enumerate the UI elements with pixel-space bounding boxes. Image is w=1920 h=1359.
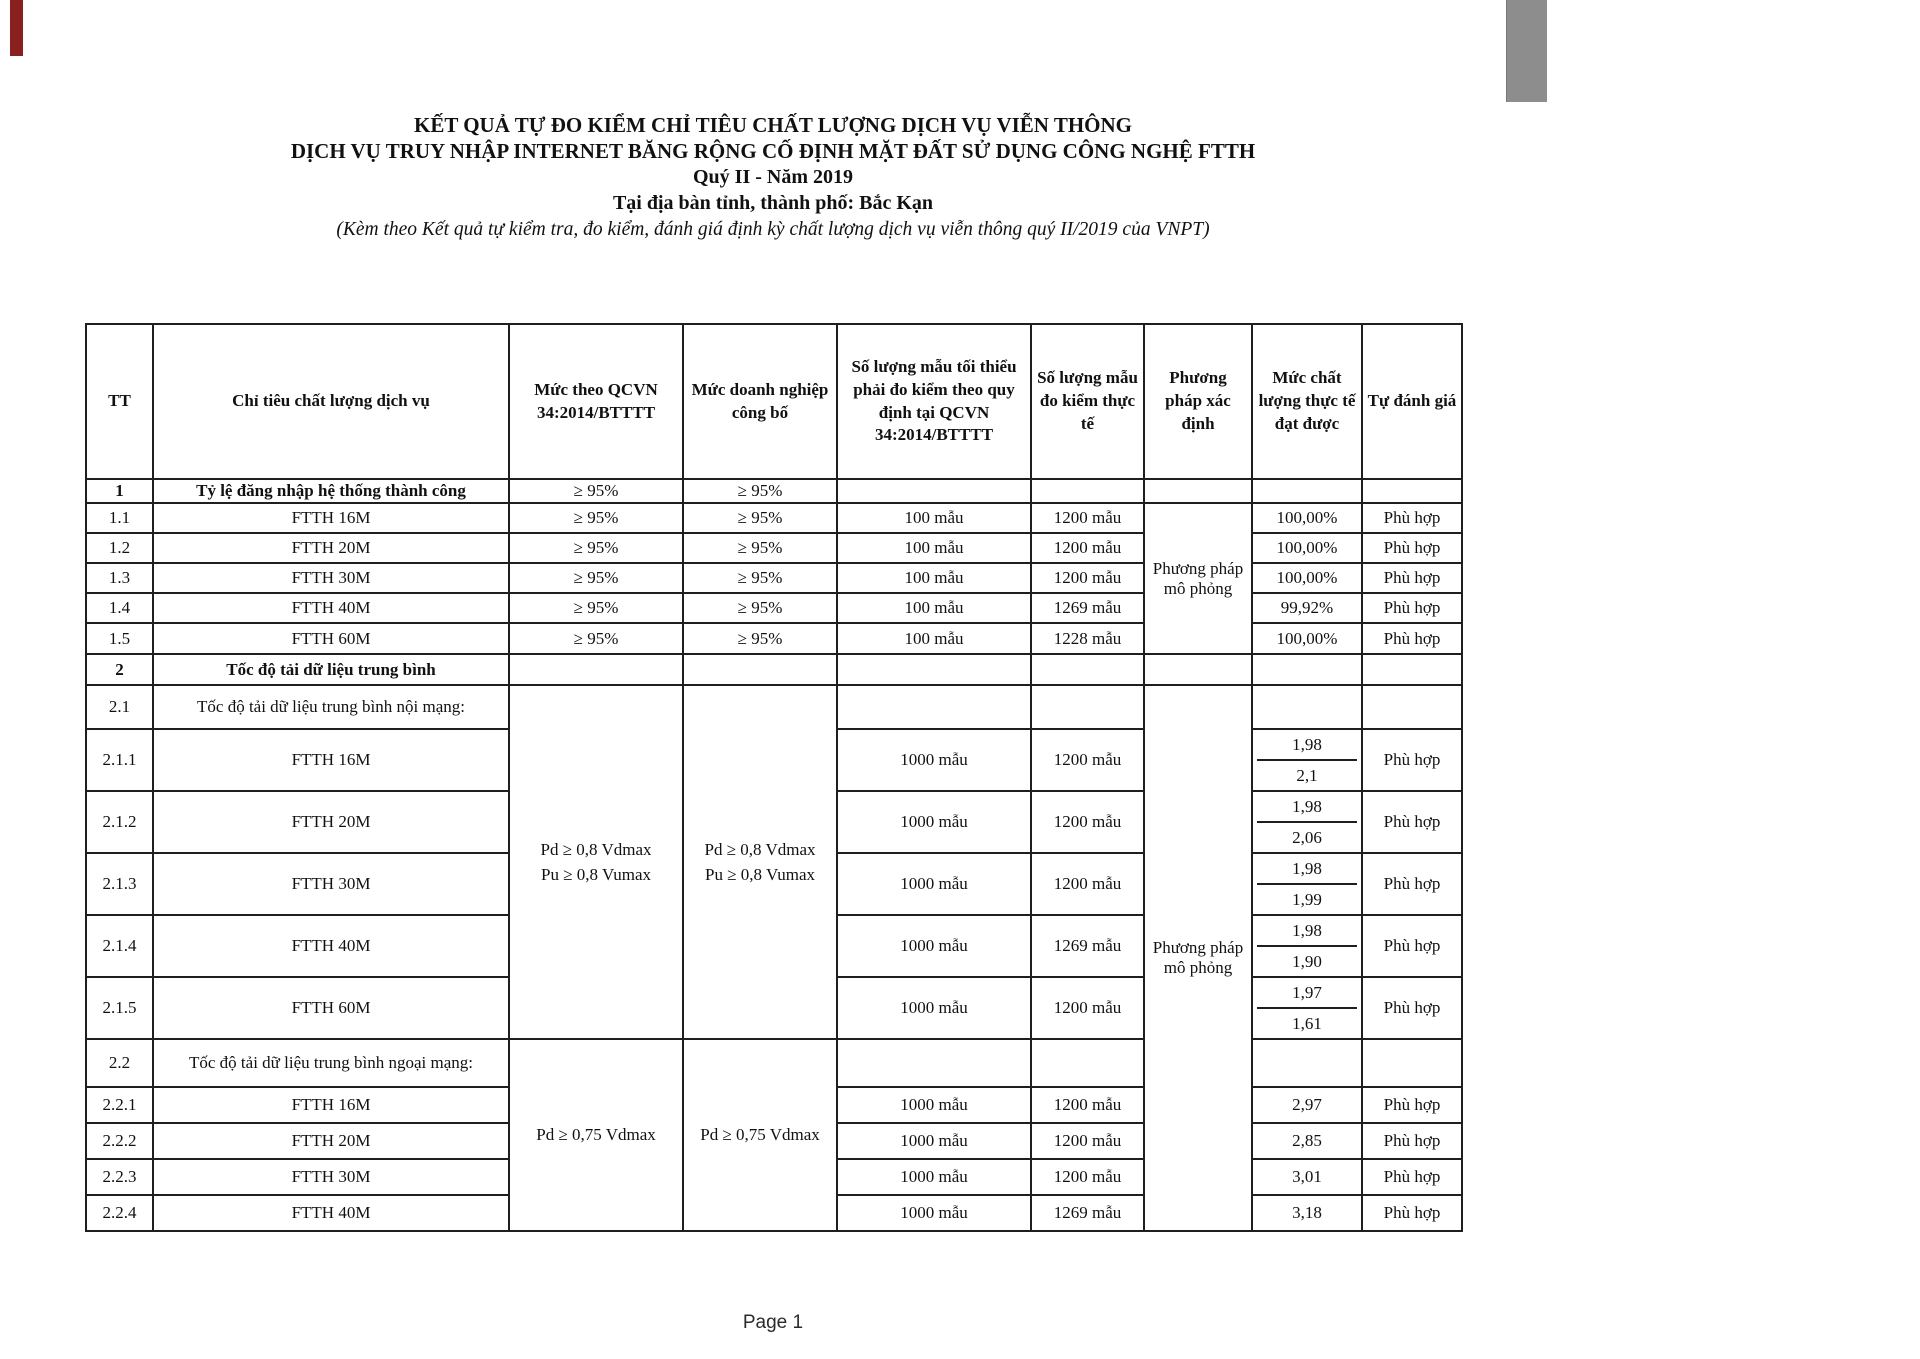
cell-assess: Phù hợp — [1362, 593, 1462, 623]
col-header-assess: Tự đánh giá — [1362, 324, 1462, 479]
cell-sample-min: 100 mẫu — [837, 593, 1031, 623]
cell-sample-min: 1000 mẫu — [837, 1087, 1031, 1123]
cell-quality: 2,85 — [1252, 1123, 1362, 1159]
cell-method — [1144, 654, 1252, 685]
cell-tt: 1.5 — [86, 623, 153, 654]
quality-upload-value: 2,06 — [1292, 827, 1322, 847]
col-header-dn: Mức doanh nghiệp công bố — [683, 324, 837, 479]
cell-tt: 2 — [86, 654, 153, 685]
cell-sample-actual: 1269 mẫu — [1031, 593, 1144, 623]
cell-dn: ≥ 95% — [683, 593, 837, 623]
cell-tt: 2.2.2 — [86, 1123, 153, 1159]
cell-sample-min: 1000 mẫu — [837, 791, 1031, 853]
quality-upload-value: 1,90 — [1292, 951, 1322, 971]
quality-upload-value: 1,99 — [1292, 889, 1322, 909]
cell-indicator: FTTH 16M — [153, 1087, 509, 1123]
quality-download-value: 1,98 — [1257, 916, 1357, 947]
cell-sample-min: 1000 mẫu — [837, 853, 1031, 915]
cell-sample-actual: 1200 mẫu — [1031, 729, 1144, 791]
cell-quality — [1252, 1039, 1362, 1087]
cell-sample-min: 1000 mẫu — [837, 915, 1031, 977]
table-row-1-4 — [86, 593, 1462, 623]
cell-tt: 2.2 — [86, 1039, 153, 1087]
scan-edge-red-bar — [10, 0, 23, 56]
cell-sample-actual: 1200 mẫu — [1031, 503, 1144, 533]
quality-upload-value: 2,1 — [1296, 765, 1318, 785]
cell-sample-actual: 1200 mẫu — [1031, 1123, 1144, 1159]
cell-sample-min: 100 mẫu — [837, 623, 1031, 654]
table-row-section-2-2 — [86, 1039, 1462, 1087]
cell-quality-split — [1252, 729, 1362, 791]
cell-qcvn-merged-2-1 — [509, 685, 683, 1039]
cell-indicator: Tốc độ tải dữ liệu trung bình nội mạng: — [153, 685, 509, 729]
cell-tt: 2.2.1 — [86, 1087, 153, 1123]
cell-quality: 100,00% — [1252, 533, 1362, 563]
cell-assess: Phù hợp — [1362, 729, 1462, 791]
cell-indicator: FTTH 20M — [153, 1123, 509, 1159]
cell-sample-actual: 1200 mẫu — [1031, 533, 1144, 563]
cell-quality — [1252, 685, 1362, 729]
cell-indicator: FTTH 40M — [153, 593, 509, 623]
document-page — [85, 112, 1461, 1232]
col-header-quality: Mức chất lượng thực tế đạt được — [1252, 324, 1362, 479]
cell-sample-actual: 1200 mẫu — [1031, 791, 1144, 853]
cell-tt: 2.2.4 — [86, 1195, 153, 1231]
cell-quality — [1252, 654, 1362, 685]
cell-qcvn: ≥ 95% — [509, 563, 683, 593]
col-header-sample-min: Số lượng mẫu tối thiểu phải đo kiểm theo quy định tại QCVN 34:2014/BTTTT — [837, 324, 1031, 479]
cell-indicator: FTTH 60M — [153, 977, 509, 1039]
cell-sample-min: 100 mẫu — [837, 533, 1031, 563]
cell-sample-min — [837, 654, 1031, 685]
cell-sample-min — [837, 685, 1031, 729]
cell-quality-split — [1252, 977, 1362, 1039]
cell-indicator: FTTH 16M — [153, 729, 509, 791]
cell-sample-min: 1000 mẫu — [837, 977, 1031, 1039]
cell-assess: Phù hợp — [1362, 1123, 1462, 1159]
cell-assess — [1362, 654, 1462, 685]
cell-tt: 2.1.5 — [86, 977, 153, 1039]
cell-sample-actual — [1031, 654, 1144, 685]
cell-quality: 3,01 — [1252, 1159, 1362, 1195]
cell-tt: 1.4 — [86, 593, 153, 623]
cell-indicator: Tốc độ tải dữ liệu trung bình ngoại mạng: — [153, 1039, 509, 1087]
quality-download-value: 1,98 — [1257, 792, 1357, 823]
table-row-1-1 — [86, 503, 1462, 533]
cell-qcvn: ≥ 95% — [509, 533, 683, 563]
cell-tt: 2.1.2 — [86, 791, 153, 853]
cell-tt: 2.1 — [86, 685, 153, 729]
cell-tt: 2.1.1 — [86, 729, 153, 791]
cell-indicator: FTTH 30M — [153, 1159, 509, 1195]
cell-assess: Phù hợp — [1362, 977, 1462, 1039]
cell-qcvn-merged-2-2: Pd ≥ 0,75 Vdmax — [509, 1039, 683, 1231]
cell-qcvn — [509, 654, 683, 685]
document-quarter: Quý II - Năm 2019 — [692, 166, 853, 188]
cell-assess — [1362, 685, 1462, 729]
cell-indicator: FTTH 20M — [153, 533, 509, 563]
cell-assess: Phù hợp — [1362, 791, 1462, 853]
quality-download-value: 1,97 — [1257, 978, 1357, 1009]
cell-dn: ≥ 95% — [683, 479, 837, 503]
cell-indicator: FTTH 40M — [153, 915, 509, 977]
scrollbar-thumb[interactable] — [1506, 0, 1547, 102]
cell-dn: ≥ 95% — [683, 563, 837, 593]
cell-dn-merged-2-1 — [683, 685, 837, 1039]
cell-assess — [1362, 1039, 1462, 1087]
cell-sample-min: 1000 mẫu — [837, 1159, 1031, 1195]
cell-sample-actual: 1200 mẫu — [1031, 1159, 1144, 1195]
cell-sample-actual: 1269 mẫu — [1031, 1195, 1144, 1231]
cell-sample-min: 1000 mẫu — [837, 729, 1031, 791]
cell-assess: Phù hợp — [1362, 503, 1462, 533]
qcvn-upload-threshold: Pu ≥ 0,8 Vumax — [540, 865, 651, 884]
cell-indicator: FTTH 20M — [153, 791, 509, 853]
cell-quality — [1252, 479, 1362, 503]
cell-indicator: Tỷ lệ đăng nhập hệ thống thành công — [153, 479, 509, 503]
col-header-qcvn: Mức theo QCVN 34:2014/BTTTT — [509, 324, 683, 479]
dn-upload-threshold: Pu ≥ 0,8 Vumax — [704, 865, 815, 884]
cell-tt: 1.3 — [86, 563, 153, 593]
cell-sample-actual — [1031, 1039, 1144, 1087]
cell-tt: 1.1 — [86, 503, 153, 533]
cell-sample-actual — [1031, 685, 1144, 729]
cell-dn: ≥ 95% — [683, 533, 837, 563]
cell-quality: 99,92% — [1252, 593, 1362, 623]
table-row-1-2 — [86, 533, 1462, 563]
cell-quality: 100,00% — [1252, 503, 1362, 533]
cell-assess — [1362, 479, 1462, 503]
cell-assess: Phù hợp — [1362, 915, 1462, 977]
cell-method-merged-section1: Phương pháp mô phỏng — [1144, 503, 1252, 654]
cell-sample-min: 100 mẫu — [837, 563, 1031, 593]
document-title-line1: KẾT QUẢ TỰ ĐO KIỂM CHỈ TIÊU CHẤT LƯỢNG DỊCH VỤ VIỄN THÔNG — [413, 113, 1133, 137]
cell-assess: Phù hợp — [1362, 853, 1462, 915]
cell-indicator: FTTH 30M — [153, 563, 509, 593]
cell-tt: 2.1.4 — [86, 915, 153, 977]
cell-quality: 100,00% — [1252, 563, 1362, 593]
cell-sample-actual — [1031, 479, 1144, 503]
cell-sample-min: 100 mẫu — [837, 503, 1031, 533]
cell-quality: 100,00% — [1252, 623, 1362, 654]
cell-quality: 3,18 — [1252, 1195, 1362, 1231]
col-header-sample-actual: Số lượng mẫu đo kiểm thực tế — [1031, 324, 1144, 479]
qcvn-download-threshold: Pd ≥ 0,8 Vdmax — [540, 839, 652, 859]
cell-assess: Phù hợp — [1362, 563, 1462, 593]
cell-qcvn: ≥ 95% — [509, 593, 683, 623]
document-note: (Kèm theo Kết quả tự kiểm tra, đo kiểm, đánh giá định kỳ chất lượng dịch vụ viễn thông quý II/2019 của VNPT) — [336, 219, 1210, 240]
cell-quality-split — [1252, 915, 1362, 977]
cell-assess: Phù hợp — [1362, 533, 1462, 563]
cell-sample-min: 1000 mẫu — [837, 1123, 1031, 1159]
table-row-1-3 — [86, 563, 1462, 593]
cell-method-merged-section2: Phương pháp mô phỏng — [1144, 685, 1252, 1231]
cell-indicator: FTTH 40M — [153, 1195, 509, 1231]
cell-sample-min — [837, 479, 1031, 503]
cell-qcvn: ≥ 95% — [509, 503, 683, 533]
cell-sample-actual: 1200 mẫu — [1031, 563, 1144, 593]
table-row-section-1 — [86, 479, 1462, 503]
cell-indicator: FTTH 60M — [153, 623, 509, 654]
cell-qcvn: ≥ 95% — [509, 623, 683, 654]
cell-quality-split — [1252, 791, 1362, 853]
cell-tt: 1.2 — [86, 533, 153, 563]
table-row-section-2-1 — [86, 685, 1462, 729]
col-header-tt: TT — [86, 324, 153, 479]
cell-sample-actual: 1269 mẫu — [1031, 915, 1144, 977]
cell-tt: 1 — [86, 479, 153, 503]
cell-indicator: FTTH 30M — [153, 853, 509, 915]
table-row-1-5 — [86, 623, 1462, 654]
quality-upload-value: 1,61 — [1292, 1013, 1322, 1033]
cell-tt: 2.1.3 — [86, 853, 153, 915]
cell-sample-actual: 1228 mẫu — [1031, 623, 1144, 654]
cell-dn: ≥ 95% — [683, 503, 837, 533]
document-province: Tại địa bàn tỉnh, thành phố: Bắc Kạn — [612, 192, 934, 214]
cell-assess: Phù hợp — [1362, 623, 1462, 654]
cell-dn-merged-2-2: Pd ≥ 0,75 Vdmax — [683, 1039, 837, 1231]
cell-assess: Phù hợp — [1362, 1195, 1462, 1231]
cell-tt: 2.2.3 — [86, 1159, 153, 1195]
cell-qcvn: ≥ 95% — [509, 479, 683, 503]
dn-download-threshold: Pd ≥ 0,8 Vdmax — [704, 839, 816, 859]
quality-download-value: 1,98 — [1257, 854, 1357, 885]
cell-sample-min: 1000 mẫu — [837, 1195, 1031, 1231]
quality-download-value: 1,98 — [1257, 730, 1357, 761]
cell-sample-actual: 1200 mẫu — [1031, 853, 1144, 915]
title-block — [85, 112, 1461, 243]
cell-sample-actual: 1200 mẫu — [1031, 977, 1144, 1039]
table-header-row — [86, 324, 1462, 479]
cell-indicator: Tốc độ tải dữ liệu trung bình — [153, 654, 509, 685]
qos-results-table — [85, 323, 1463, 1232]
page-number: Page 1 — [742, 1312, 804, 1333]
cell-dn — [683, 654, 837, 685]
cell-quality-split — [1252, 853, 1362, 915]
document-title-line2: DỊCH VỤ TRUY NHẬP INTERNET BĂNG RỘNG CỐ ĐỊNH MẶT ĐẤT SỬ DỤNG CÔNG NGHỆ FTTH — [290, 139, 1256, 163]
cell-method — [1144, 479, 1252, 503]
cell-assess: Phù hợp — [1362, 1159, 1462, 1195]
col-header-indicator: Chỉ tiêu chất lượng dịch vụ — [153, 324, 509, 479]
table-row-section-2 — [86, 654, 1462, 685]
cell-assess: Phù hợp — [1362, 1087, 1462, 1123]
cell-dn: ≥ 95% — [683, 623, 837, 654]
cell-sample-actual: 1200 mẫu — [1031, 1087, 1144, 1123]
col-header-method: Phương pháp xác định — [1144, 324, 1252, 479]
cell-indicator: FTTH 16M — [153, 503, 509, 533]
cell-quality: 2,97 — [1252, 1087, 1362, 1123]
cell-sample-min — [837, 1039, 1031, 1087]
